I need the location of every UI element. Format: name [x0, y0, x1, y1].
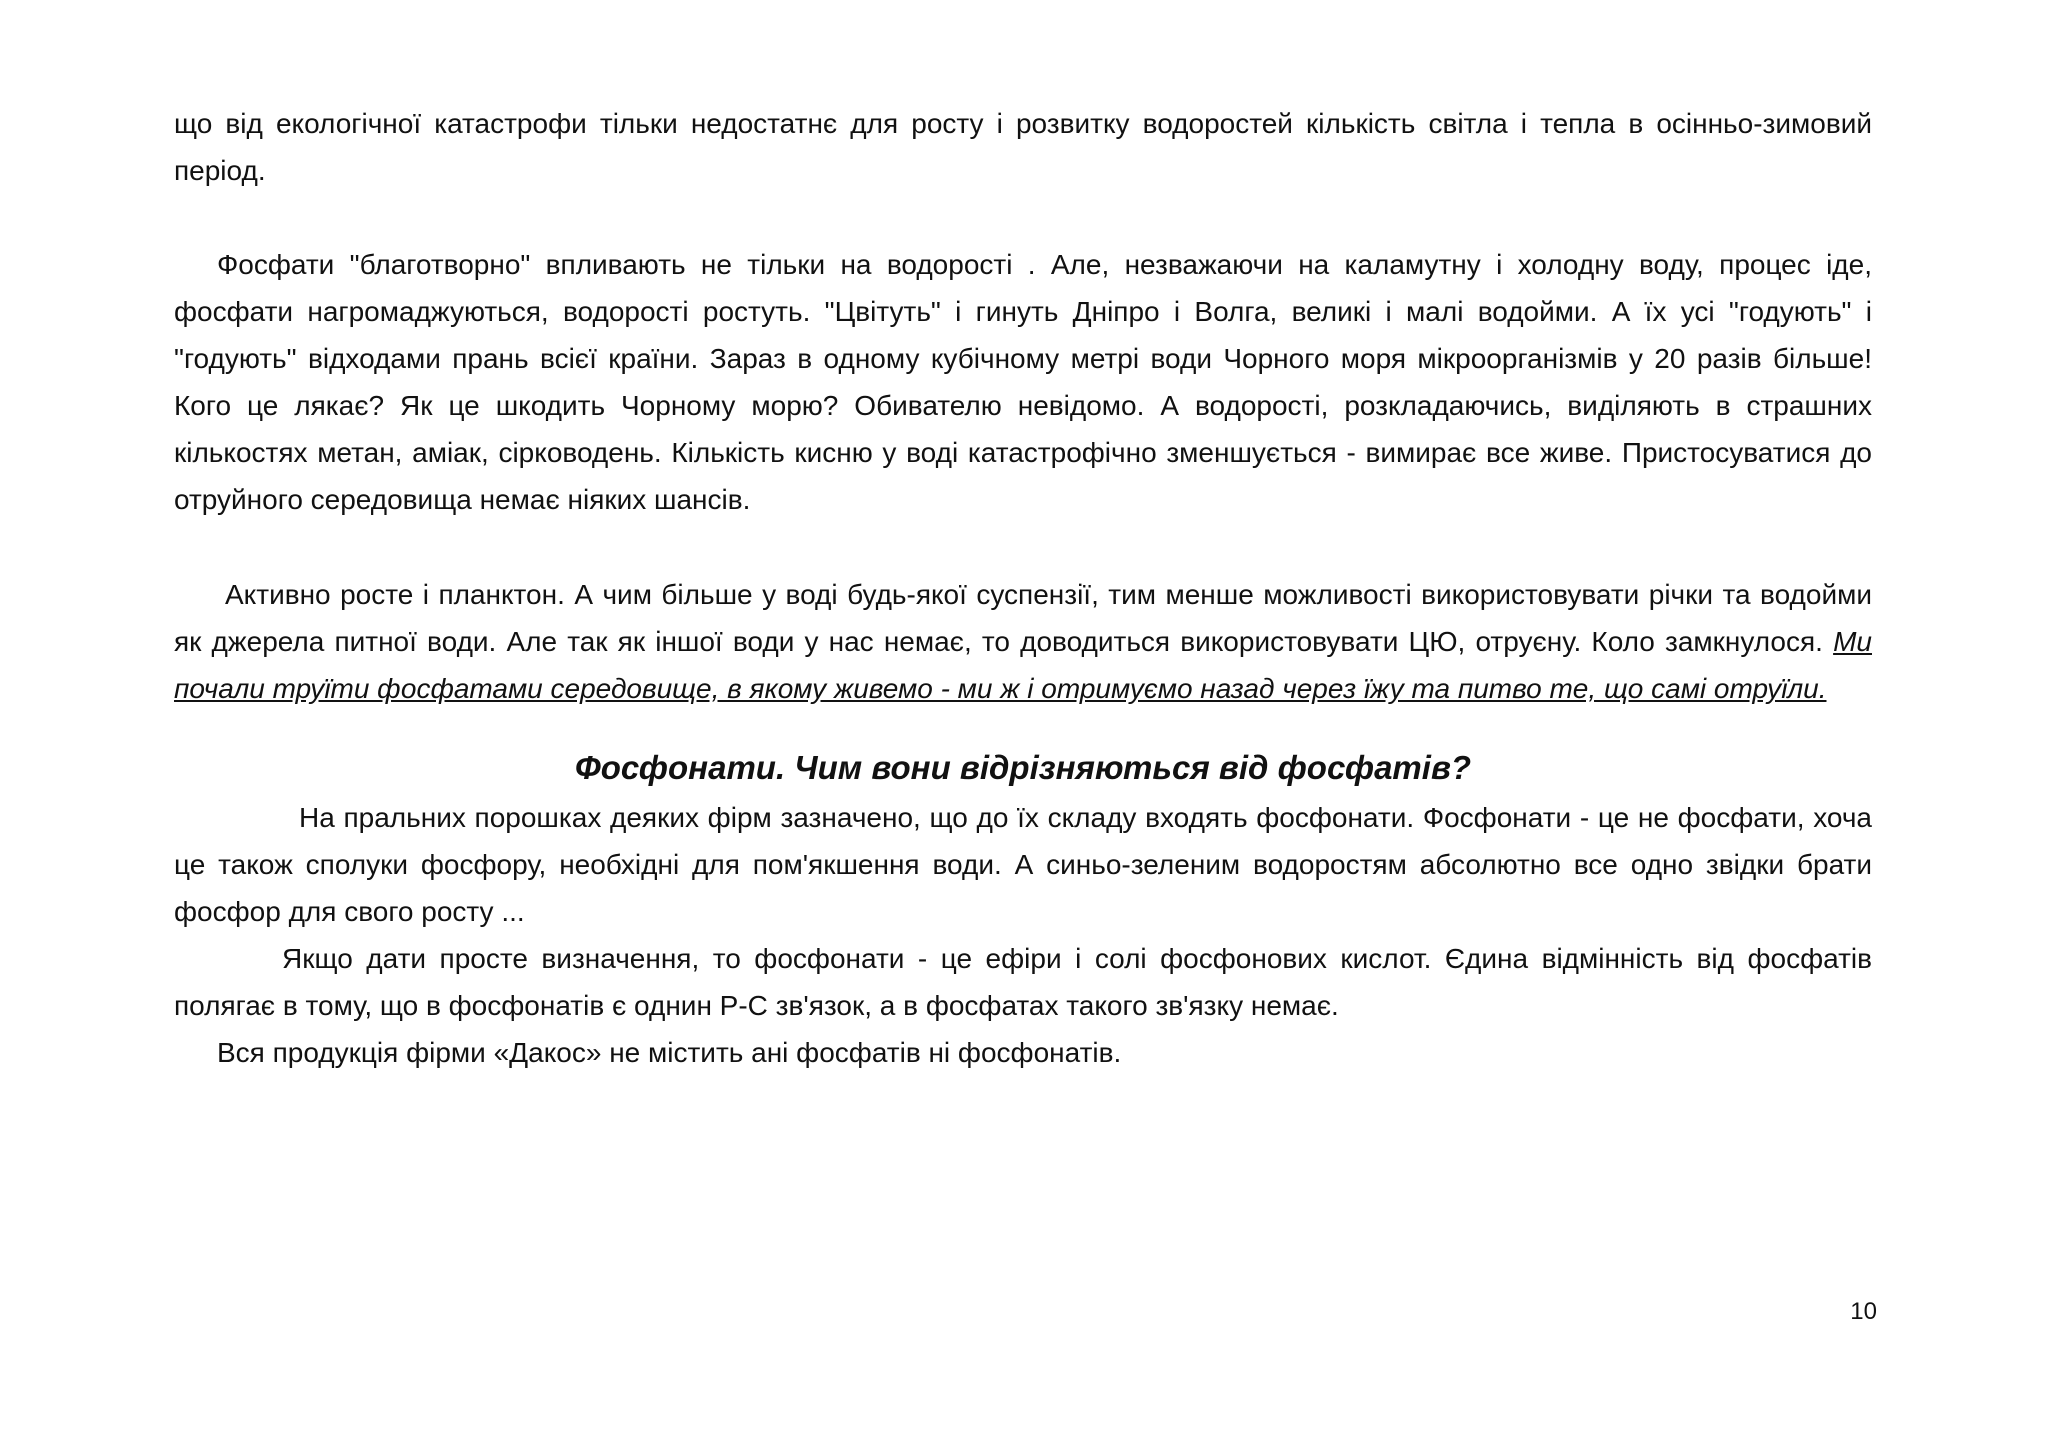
paragraph-4: На пральних порошках деяких фірм зазначено, що до їх складу входять фосфонати. Фосфонати - це не фосфати, хоча це також сполуки фосфору, необхідні для пом'якшення води. А синьо-зеленим водоростям абсолютно все одно звідки брати фосфор для свого росту ... — [174, 802, 1872, 927]
section-heading: Фосфонати. Чим вони відрізняються від фосфатів? — [574, 749, 1472, 786]
paragraph-3-text: Активно росте і планктон. А чим більше у воді будь-якої суспензії, тим менше можливості використовувати річки та водойми як джерела питної води. Але так як іншої води у нас немає, то доводиться використовувати ЦЮ, отруєну. Коло замкнулося. — [174, 579, 1872, 657]
paragraph-6: Вся продукція фірми «Дакос» не містить ані фосфатів ні фосфонатів. — [217, 1037, 1122, 1068]
paragraph-5: Якщо дати просте визначення, то фосфонати - це ефіри і солі фосфонових кислот. Єдина відмінність від фосфатів полягає в тому, що в фосфонатів є однин P-C зв'язок, а в фосфатах такого зв'язку немає. — [174, 943, 1872, 1021]
paragraph-3 — [174, 571, 1872, 712]
emphasized-conclusion: Ми почали труїти фосфатами середовище, в якому живемо - ми ж і отримуємо назад через їжу та питво те, що самі отруїли. — [174, 626, 1872, 704]
document-page — [174, 100, 1872, 1076]
paragraph-1: що від екологічної катастрофи тільки недостатнє для росту і розвитку водоростей кількість світла і тепла в осінньо-зимовий період. — [174, 108, 1872, 186]
paragraph-2: Фосфати "благотворно" впливають не тільки на водорості . Але, незважаючи на каламутну і холодну воду, процес іде, фосфати нагромаджуються, водорості ростуть. "Цвітуть" і гинуть Дніпро і Волга, великі і малі водойми. А їх усі "годують" і "годують" відходами прань всієї країни. Зараз в одному кубічному метрі води Чорного моря мікроорганізмів у 20 разів більше! Кого це лякає? Як це шкодить Чорному морю? Обивателю невідомо. А водорості, розкладаючись, виділяють в страшних кількостях метан, аміак, сірководень. Кількість кисню у воді катастрофічно зменшується - вимирає все живе. Пристосуватися до отруйного середовища немає ніяких шансів. — [174, 249, 1872, 515]
page-number: 10 — [1850, 1298, 1877, 1325]
